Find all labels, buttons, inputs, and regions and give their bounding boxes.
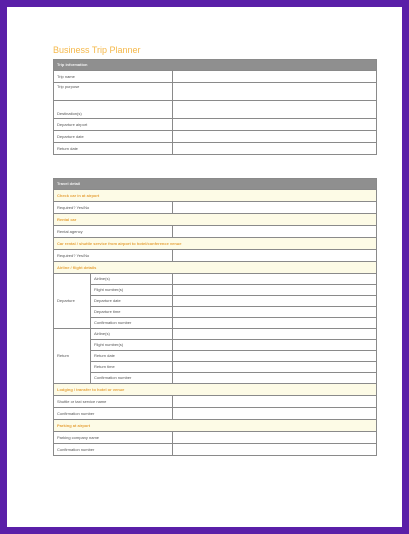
table-row	[54, 362, 377, 373]
table-row	[54, 83, 377, 101]
return-flight-number-field[interactable]	[173, 340, 377, 351]
table-row	[54, 250, 377, 262]
departure-airport-field[interactable]	[173, 119, 377, 131]
document-title: Business Trip Planner	[53, 45, 141, 55]
table-row	[54, 71, 377, 83]
return-date-field[interactable]	[173, 351, 377, 362]
table-row	[54, 131, 377, 143]
trip-name-label: Trip name	[54, 71, 173, 83]
table-row	[54, 119, 377, 131]
outbound-date-field[interactable]	[173, 296, 377, 307]
outbound-confirmation-field[interactable]	[173, 318, 377, 329]
outbound-date-label: Departure date	[91, 296, 173, 307]
document-page	[7, 7, 402, 527]
return-flight-number-label: Flight number(s)	[91, 340, 173, 351]
table-row	[54, 143, 377, 155]
trip-information-header	[54, 60, 377, 71]
table-row	[54, 101, 377, 119]
rental-agency-label: Rental agency	[54, 226, 173, 238]
outbound-time-label: Departure time	[91, 307, 173, 318]
table-row	[54, 373, 377, 384]
outbound-confirmation-label: Confirmation number	[91, 318, 173, 329]
table-row	[54, 396, 377, 408]
shuttle-service-name-label: Shuttle or taxi service name	[54, 396, 173, 408]
outbound-time-field[interactable]	[173, 307, 377, 318]
outbound-flight-number-label: Flight number(s)	[91, 285, 173, 296]
return-time-label: Return time	[91, 362, 173, 373]
trip-purpose-label: Trip purpose	[54, 83, 173, 101]
destinations-field[interactable]	[173, 101, 377, 119]
section-row	[54, 420, 377, 432]
travel-detail-table	[53, 178, 377, 456]
table-row	[54, 202, 377, 214]
shuttle-required-label: Required? Yes/No	[54, 250, 173, 262]
outbound-airline-label: Airline(s)	[91, 274, 173, 285]
parking-confirmation-field[interactable]	[173, 444, 377, 456]
shuttle-service-name-field[interactable]	[173, 396, 377, 408]
departure-airport-label: Departure airport	[54, 119, 173, 131]
return-date-label: Return date	[54, 143, 173, 155]
table-row	[54, 307, 377, 318]
departure-group-label: Departure	[54, 274, 91, 329]
parking-company-field[interactable]	[173, 432, 377, 444]
section-row	[54, 214, 377, 226]
parking-section-label: Parking at airport	[54, 420, 377, 432]
travel-detail-header-label: Travel detail	[54, 179, 377, 190]
return-date-label: Return date	[91, 351, 173, 362]
section-row	[54, 262, 377, 274]
outbound-flight-number-field[interactable]	[173, 285, 377, 296]
table-row	[54, 318, 377, 329]
section-row	[54, 384, 377, 396]
flights-section-label: Airline / flight details	[54, 262, 377, 274]
table-row	[54, 274, 377, 285]
outbound-airline-field[interactable]	[173, 274, 377, 285]
table-row	[54, 340, 377, 351]
trip-name-field[interactable]	[173, 71, 377, 83]
table-row	[54, 226, 377, 238]
table-row	[54, 296, 377, 307]
return-confirmation-label: Confirmation number	[91, 373, 173, 384]
table-row	[54, 285, 377, 296]
car-required-field[interactable]	[173, 202, 377, 214]
table-row	[54, 351, 377, 362]
table-row	[54, 329, 377, 340]
table-row	[54, 432, 377, 444]
return-time-field[interactable]	[173, 362, 377, 373]
return-airline-field[interactable]	[173, 329, 377, 340]
return-airline-label: Airline(s)	[91, 329, 173, 340]
shuttle-section-label: Car rental / shuttle service from airport to hotel/conference venue	[54, 238, 377, 250]
lodging-confirmation-field[interactable]	[173, 408, 377, 420]
destinations-label: Destination(s)	[54, 101, 173, 119]
return-confirmation-field[interactable]	[173, 373, 377, 384]
trip-information-header-label: Trip information	[54, 60, 377, 71]
section-row	[54, 238, 377, 250]
parking-company-label: Parking company name	[54, 432, 173, 444]
section-row	[54, 190, 377, 202]
return-group-label: Return	[54, 329, 91, 384]
departure-date-label: Departure date	[54, 131, 173, 143]
lodging-confirmation-label: Confirmation number	[54, 408, 173, 420]
return-date-field[interactable]	[173, 143, 377, 155]
rental-section-label: Rental car	[54, 214, 377, 226]
travel-detail-header	[54, 179, 377, 190]
lodging-section-label: Lodging / transfer to hotel or venue	[54, 384, 377, 396]
rental-agency-field[interactable]	[173, 226, 377, 238]
departure-date-field[interactable]	[173, 131, 377, 143]
shuttle-required-field[interactable]	[173, 250, 377, 262]
trip-purpose-field[interactable]	[173, 83, 377, 101]
table-row	[54, 408, 377, 420]
trip-information-table	[53, 59, 377, 155]
table-row	[54, 444, 377, 456]
car-required-label: Required? Yes/No	[54, 202, 173, 214]
car-section-label: Check car in at airport	[54, 190, 377, 202]
parking-confirmation-label: Confirmation number	[54, 444, 173, 456]
